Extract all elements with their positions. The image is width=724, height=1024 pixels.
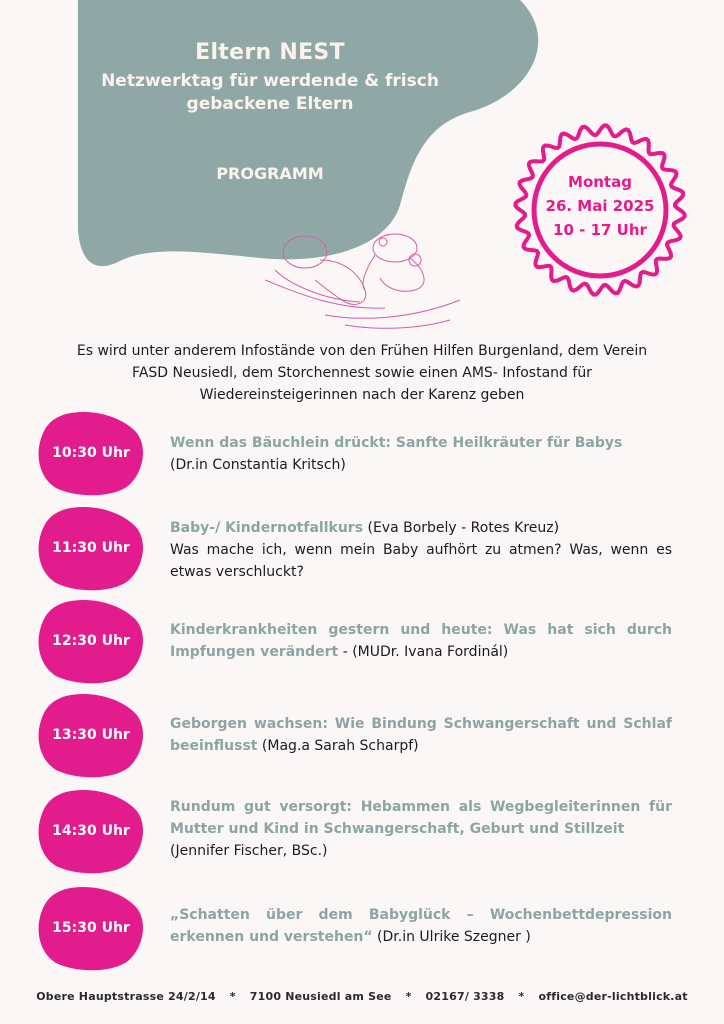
talk-title: Kinderkrankheiten gestern und heute: Was hat sich durch Impfungen verändert: [170, 622, 672, 660]
time-label: 13:30 Uhr: [52, 727, 130, 743]
program-entry: [170, 432, 672, 476]
talk-title: Baby-/ Kindernotfallkurs: [170, 520, 364, 536]
speaker: - (MUDr. Ivana Fordinál): [338, 644, 509, 660]
time-badge: [36, 410, 146, 496]
talk-title: Wenn das Bäuchlein drückt: Sanfte Heilkräuter für Babys: [170, 435, 623, 451]
time-badge: [36, 692, 146, 778]
program-entry: [170, 796, 672, 862]
footer-contact: [0, 990, 724, 1003]
talk-description: Was mache ich, wenn mein Baby aufhört zu atmen? Was, wenn es etwas verschluckt?: [170, 542, 672, 580]
footer-city: 7100 Neusiedl am See: [249, 990, 392, 1003]
footer-address: Obere Hauptstrasse 24/2/14: [36, 990, 216, 1003]
time-badge: [36, 788, 146, 874]
program-entry: [170, 713, 672, 757]
time-badge: [36, 885, 146, 971]
speaker: (Dr.in Constantia Kritsch): [170, 457, 346, 473]
talk-title: „Schatten über dem Babyglück – Wochenbettdepression erkennen und verstehen“: [170, 907, 672, 945]
babies-illustration: [265, 230, 465, 340]
section-heading: PROGRAMM: [216, 164, 324, 183]
speaker: (Mag.a Sarah Scharpf): [257, 738, 419, 754]
time-label: 11:30 Uhr: [52, 540, 130, 556]
time-label: 15:30 Uhr: [52, 920, 130, 936]
program-entry: [170, 517, 672, 583]
stamp-day: Montag: [568, 173, 632, 191]
talk-title: Geborgen wachsen: Wie Bindung Schwangerschaft und Schlaf beeinflusst: [170, 716, 672, 754]
event-subtitle: Netzwerktag für werdende & frisch gebackene Eltern: [101, 71, 439, 114]
footer-separator: *: [518, 990, 525, 1003]
footer-phone: 02167/ 3338: [425, 990, 505, 1003]
time-label: 14:30 Uhr: [52, 823, 130, 839]
speaker: (Eva Borbely - Rotes Kreuz): [363, 520, 560, 536]
footer-email[interactable]: office@der-lichtblick.at: [538, 990, 688, 1003]
footer-separator: *: [405, 990, 412, 1003]
speaker: (Jennifer Fischer, BSc.): [170, 843, 328, 859]
stamp-date: 26. Mai 2025: [545, 197, 655, 215]
footer-separator: *: [229, 990, 236, 1003]
stamp-time: 10 - 17 Uhr: [553, 221, 647, 239]
time-label: 10:30 Uhr: [52, 445, 130, 461]
time-badge: [36, 598, 146, 684]
time-badge: [36, 505, 146, 591]
event-title: Eltern NEST: [195, 40, 345, 65]
program-entry: [170, 619, 672, 663]
time-label: 12:30 Uhr: [52, 633, 130, 649]
date-stamp-text: [510, 170, 690, 242]
talk-title: Rundum gut versorgt: Hebammen als Wegbegleiterinnen für Mutter und Kind in Schwangerschaft, Geburt und Stillzeit: [170, 799, 672, 837]
program-entry: [170, 904, 672, 948]
speaker: (Dr.in Ulrike Szegner ): [372, 929, 531, 945]
intro-text: Es wird unter anderem Infostände von den Frühen Hilfen Burgenland, dem Verein FASD Neusiedl, dem Storchennest sowie einen AMS- Infostand für Wiedereinsteigerinnen nach der Karenz geben: [76, 343, 648, 403]
